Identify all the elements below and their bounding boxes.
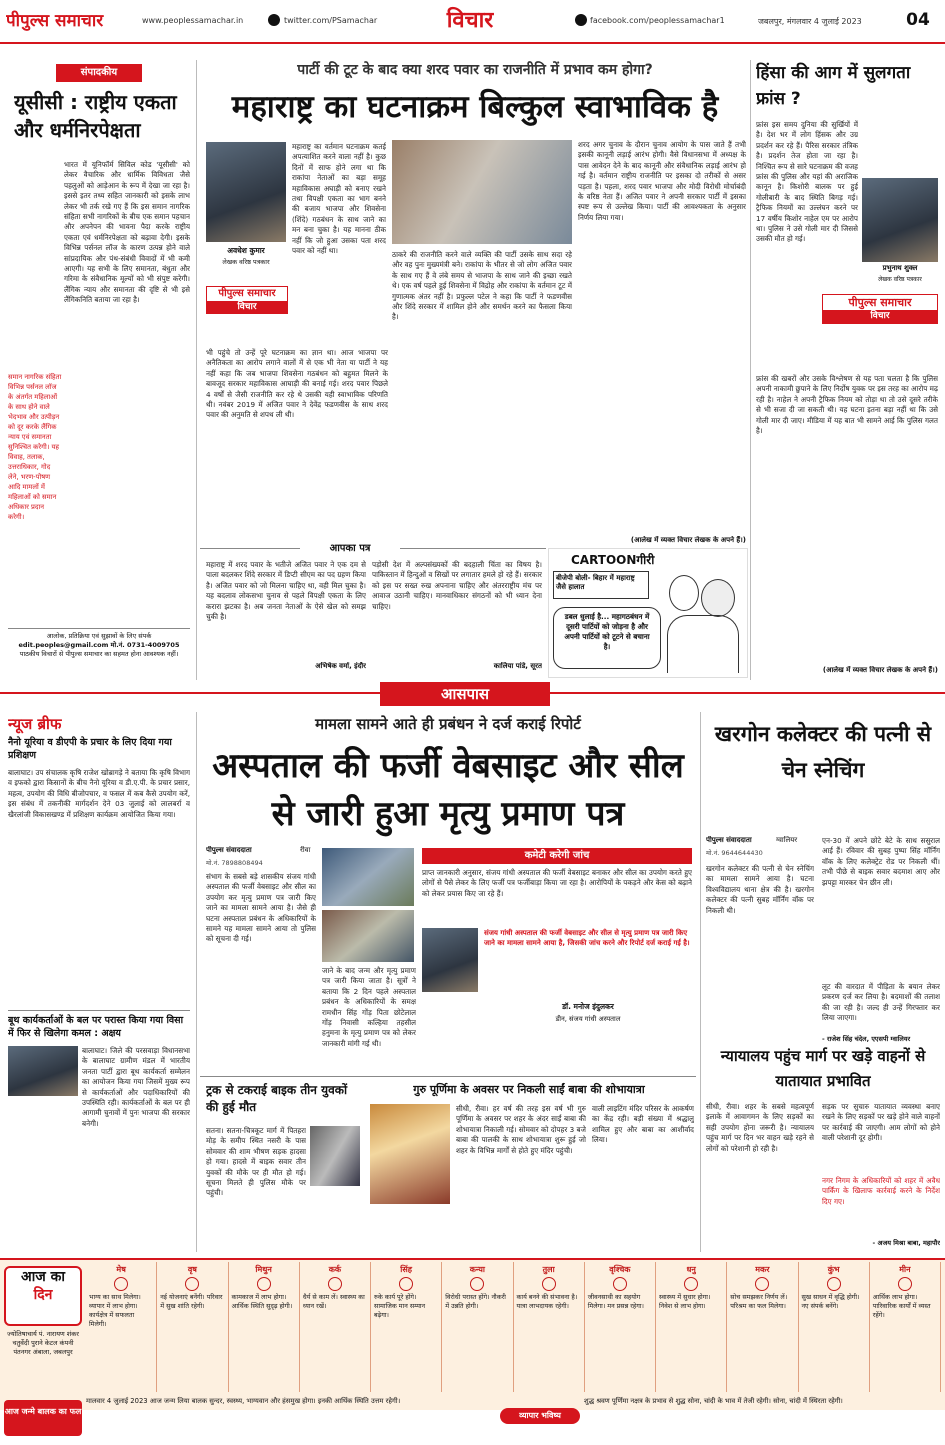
zodiac-item <box>656 1262 727 1392</box>
zodiac-item <box>442 1262 513 1392</box>
khargone-title: खरगोन कलेक्टर की पत्नी से चेन स्नेचिंग <box>714 722 932 782</box>
lead-sign: (आलेख में व्यक्त विचार लेखक के अपने हैं।) <box>630 536 746 544</box>
author-photo-avadhesh <box>206 142 286 242</box>
road-body-2: सड़क पर सुचारु यातायात व्यवस्था बनाए रखने के लिए सड़कों पर खड़े होने वाले वाहनों पर कार्रवाई की जाएगी। आम लोगों को होने वाली परेशानी दूर होगी। <box>822 1102 940 1143</box>
lead-col-4: शरद अगर चुनाव के दौरान चुनाव आयोग के पास जाते हैं तभी इसकी कानूनी लड़ाई आरंभ होगी। वैसे विधानसभा में अध्यक्ष के पास आवेदन देने के बाद कानूनी और संवैधानिक लड़ाई आरंभ हो गई है। वर्तमान राष्ट्रीय राजनीति पर इसका दो तरीकों से असर पड़ता है। पहला, शरद पवार भाजपा और मोदी विरोधी मोर्चाबंदी के वरिष्ठ नेता हैं। अजित पवार ने अपनी सरकार पार्टी में इसका स्पष्ट रूप से उल्लेख किया। पार्टी की आवश्यकता के अनुसार निर्णय लिया गया। <box>578 140 746 222</box>
zodiac-symbol-icon <box>328 1277 342 1291</box>
zodiac-symbol-icon <box>898 1277 912 1291</box>
lead-photo <box>392 140 572 244</box>
editorial-body: भारत में यूनिफॉर्म सिविल कोड 'यूसीसी' को लेकर वैचारिक और धार्मिक विविधता जैसे पहलुओं को आड़ेआन के रूप में देखा जा रहा है। इससे इतर तथ्य सहित जानकारी को इसके लाभ लेकर भी तर्क रखे गए हैं कि इस समान नागरिक संहिता सभी नागरिकों के बीच एक समान पहचान और अपनेपन की भावना पैदा करके राष्ट्रीय एकता एवं धर्मनिरपेक्षता को बढ़ावा देगी। इसके विभिन्न पर्सनल लॉज के कारण उत्पन्न होने वाले सांप्रदायिक और पंथ-संबंधी विवादों में भी कमी आएगी। यह सभी के लिए समानता, बंधुता और गरिमा के संवैधानिक मूल्यों को भी संपुष्ट करेगी। लैंगिक न्याय और समानता की दृष्टि से भी इसे लैंगिकनिति बताया जा रहा है। <box>64 160 190 305</box>
zodiac-name: तुला <box>542 1265 555 1274</box>
brief-2-photo <box>8 1046 78 1096</box>
france-title: हिंसा की आग में सुलगता फ्रांस ? <box>756 63 911 109</box>
truck-body: सतना। सतना-चित्रकूट मार्ग में पितहरा मोड़ के समीप स्थित नसरी के पास सोमवार की शाम भीषण सड़क हादसा हो गया। हादसे में बाइक सवार तीन युवकों की मौके पर ही मौत हो गई। सूचना मिलते ही पुलिस मौके पर पहुंची। <box>206 1126 306 1198</box>
zodiac-symbol-icon <box>613 1277 627 1291</box>
zodiac-text: कामकाज में लाभ होगा। आर्थिक स्थिति सुदृढ़ होगी। <box>231 1293 293 1310</box>
zodiac-symbol-icon <box>399 1277 413 1291</box>
lead-col-1: महाराष्ट्र का वर्तमान घटनाक्रम कतई अपत्याशित करने वाला नहीं है। कुछ दिनों में साफ होने लगा था कि राकांपा नेताओं का बड़ा समूह महाविकास अघाड़ी को बनाए रखने तथा विपक्षी एकता का भाग बनने की बजाय भाजपा और शिवसेना (शिंदे) गठबंधन के साथ जाने का मन बना चुका है। यह मानना ठीक नहीं कि जो हुआ उसका पता शरद पवार को नहीं था। <box>292 142 386 256</box>
zodiac-symbol-icon <box>542 1277 556 1291</box>
zodiac-item <box>229 1262 300 1392</box>
zodiac-name: कन्या <box>469 1265 485 1274</box>
zodiac-name: सिंह <box>400 1265 412 1274</box>
zodiac-item <box>799 1262 870 1392</box>
truck-title: ट्रक से टकराई बाइक तीन युवकों की हुई मौत <box>206 1083 348 1114</box>
france-body: फ्रांस इस समय दुनिया की सुर्खियों में है। देश भर में लोग हिंसक और उग्र प्रदर्शन कर रहे हैं। पैरिस सरकार तंत्रिक है। प्रदर्शन तेज होता जा रहा है। निश्चित रूप से सारे घटनाक्रम की वजह फ्रांस की पुलिस और यहां की अराजिक कानून है। किशोरी बालक पर हुई गोलीबारी के बाद स्थिति बिगड़ गई। ट्रैफिक नियमों का उल्लंघन करने पर 17 वर्षीय किशोर नाहेल एम पर आरोप था। पुलिस ने उसे गोली मार दी जिससे उसकी मौत हो गई। <box>756 120 858 244</box>
editorial-tag: संपादकीय <box>56 64 142 82</box>
letters-author-1: अभिषेक वर्मा, इंदौर <box>315 662 366 670</box>
hospital-col-1: संभाग के सबसे बड़े शासकीय संजय गांधी अस्पताल की फर्जी वेबसाइट और सील का उपयोग कर मृत्यु प्रमाण पत्र जारी किए जाने का मामला सामने आया है। जैसे ही घटना अस्पताल प्रबंधन के अधिकारियों के सामने यह मामला सामने आया तो पुलिस को सूचना दी गई। <box>206 872 316 944</box>
editorial-sidebar: समान नागरिक संहिता विभिन्न पर्सनल लॉज के अंतर्गत महिलाओं के साथ होने वाले भेदभाव और उत्पीड़न को दूर करके लैंगिक न्याय एवं समानता सुनिश्चित करेगी। यह विवाह, तलाक, उत्तराधिकार, गोद लेने, भरण-पोषण आदि मामलों में महिलाओं को समान अधिकार प्रदान करेगी। <box>8 373 62 521</box>
zodiac-name: मेष <box>116 1265 126 1274</box>
khargone-brief-sign: - राजेश सिंह चंदेल, एएसपी ग्वालियर <box>822 1035 911 1043</box>
hospital-photo-2 <box>322 910 414 962</box>
saibaba-title: गुरु पूर्णिमा के अवसर पर निकली साईं बाबा की शोभायात्रा <box>413 1083 645 1096</box>
business-tag: व्यापार भविष्य <box>500 1408 580 1424</box>
hospital-kicker: मामला सामने आते ही प्रबंधन ने दर्ज कराई रिपोर्ट <box>315 715 581 733</box>
news-brief-title: न्यूज ब्रीफ <box>8 715 62 733</box>
zodiac-text: सुख साधन में वृद्धि होगी। नए संपर्क बनेंगे। <box>801 1293 860 1310</box>
hospital-quote: संजय गांधी अस्पताल की फर्जी वेबसाइट और सील से मृत्यु प्रमाण पत्र जारी किए जाने का मामला सामने आया है, जिसकी जांच करने और रिपोर्ट दर्ज कराई गई है। <box>484 929 690 947</box>
editorial-email[interactable]: edit.peoples@gmail.com मो.नं. 0731-4009705 <box>18 641 180 649</box>
khargone-place: ग्वालियर <box>776 836 798 844</box>
lead-author: अवधेश कुमार <box>227 246 265 255</box>
cartoon-bodies <box>667 615 739 673</box>
france-body-2: फ्रांस की खबरों और उसके विश्लेषण से यह पता चलता है कि पुलिस अपनी नाकामी छुपाने के लिए निर्दोष युवक पर इस तरह का आरोप मढ़ रही है। नाहेल ने अपनी ट्रैफिक नियम को तोड़ा था तो उसे दूसरे तरीके से भी सजा दी जा सकती थी। यह घटना इतना बड़ा नहीं था कि उसे गोली मार दी जाए। मीडिया में यह बात भी सामने आई कि पुलिस गलत है। <box>756 374 938 436</box>
horoscope-bottom-text: मालवार 4 जुलाई 2023 आज जन्म लिया बालक सुन्दर, स्वस्थ्य, भाग्यवान और हंसमुख होगा। इनकी आर्थिक स्थिति उत्तम रहेगी। <box>86 1397 401 1405</box>
zodiac-text: सोच समझकर निर्णय लें। परिश्रम का फल मिलेगा। <box>730 1293 788 1310</box>
zodiac-symbol-icon <box>827 1277 841 1291</box>
khargone-brief: लूट की वारदात में पीड़िता के बयान लेकर प्रकरण दर्ज कर लिया है। बदमाशों की तलाश की जा रही है। जल्द ही उन्हें गिरफ्तार कर लिया जाएगा। <box>822 982 940 1023</box>
dateline: जबलपुर, मंगलवार 4 जुलाई 2023 <box>758 17 862 26</box>
zodiac-item <box>157 1262 228 1392</box>
letters-title: आपका पत्र <box>300 540 400 556</box>
letters-col-2: पड़ोसी देश में अल्पसंख्यकों की बदहाली चिंता का विषय है। पाकिस्तान में हिन्दुओं व सिखों पर लगातार हमले हो रहे हैं। सरकार को इस पर सख्त रुख अपनाना चाहिए और अंतरराष्ट्रीय मंच पर आवाज उठानी चाहिए। मानवाधिकार संगठनों को भी ध्यान देना चाहिए। <box>372 560 542 611</box>
hospital-col-2: जाने के बाद जन्म और मृत्यु प्रमाण पत्र जारी किया जाता है। सूत्रों ने बताया कि 2 दिन पहले अस्पताल प्रबंधन के अधिकारियों के समक्ष रामधीन सिंह गोंड़ पिता छोटेलाल गोंड़ निवासी कल्हिया तहसील हनुमना के मृत्यु प्रमाण पत्र को लेकर जानकारी मांगी गई थी। <box>322 966 416 1048</box>
lead-col-2: भी पहुंचे तो उन्हें पूरे घटनाक्रम का ज्ञान था। आज भाजपा पर अनैतिकता का आरोप लगाने वालों में से एक भी नेता या पार्टी ने यह नहीं कहा कि जब भाजपा शिवसेना गठबंधन को बहुमत मिलने के बावजूद सरकार महाविकास आघाड़ी की बनाई गई। शरद पवार पिछले 4 वर्षों से जैसी राजनीति कर रहे थे उसकी यही स्वाभाविक परिणति थी। नवंबर 2019 में अजित पवार ने देवेंद्र फडणवीस के साथ शरद पवार की अनुमति से शपथ ली थी। <box>206 348 388 420</box>
hospital-byline-mob: मो.नं. 7898808494 <box>206 859 263 867</box>
zodiac-text: स्वास्थ्य में सुधार होगा। निवेश से लाभ होगा। <box>659 1293 711 1310</box>
zodiac-symbol-icon <box>684 1277 698 1291</box>
hospital-quote-name: डॉ. मनोज इंदुलकर <box>562 1002 614 1011</box>
editorial-credit: आलोक, प्रतिक्रिया एवं सुझावों के लिए संपर्क <box>46 632 152 640</box>
khargone-body-2: एन-30 में अपने छोटे बेटे के साथ ससुराल आई हैं। रविवार की सुबह पुष्पा सिंह मॉर्निंग वॉक के लिए कलेक्ट्रेट रोड पर निकली थीं। तभी पीछे से बाइक सवार बदमाश आए और झपट्टा मारकर चेन छीन ली। <box>822 836 940 887</box>
zodiac-text: रुके कार्य पूरे होंगे। सामाजिक मान सम्मान बढ़ेगा। <box>374 1293 426 1319</box>
saibaba-body: सीधी, रीवा। हर वर्ष की तरह इस वर्ष भी गुरु पूर्णिमा के अवसर पर शहर के अंदर साईं बाबा की शोभायात्रा निकाली गई। सोमवार को दोपहर 3 बजे बाबा की पालकी के साथ शोभायात्रा शुरू हुई जो शहर के विभिन्न मार्गों से होते हुए मंदिर पहुंची। <box>456 1104 586 1155</box>
lead-headline: महाराष्ट्र का घटनाक्रम बिल्कुल स्वाभाविक है <box>231 89 719 125</box>
road-note: नगर निगम के अधिकारियों को शहर में अवैध पार्किंग के खिलाफ कार्रवाई करने के निर्देश दिए गए। <box>822 1176 940 1206</box>
zodiac-item <box>371 1262 442 1392</box>
cartoon-caption: बीजेपी बोली- बिहार में महाराष्ट्र जैसे हालात <box>553 571 649 599</box>
website-link[interactable]: www.peoplessamachar.in <box>142 16 244 25</box>
section-title: विचार <box>446 8 494 33</box>
letters-col-1: महाराष्ट्र में शरद पवार के भतीजे अजित पवार ने एक दम से पाला बदलकर शिंदे सरकार में डिप्टी सीएम का पद ग्रहण किया है। अजित पवार को जो मिलना चाहिए था, वही मिल चुका है। यह बदलाव लोकसभा चुनाव से पहले विपक्षी एकता के लिए करारा झटका है। अब जनता नेताओं के ऐसे खेल को समझ चुकी है। <box>206 560 366 622</box>
lead-brand-tag: विचार <box>207 301 287 314</box>
saibaba-photo <box>370 1104 450 1204</box>
zodiac-name: कर्क <box>328 1265 342 1274</box>
hospital-photo-1 <box>322 848 414 906</box>
zodiac-text: आर्थिक लाभ होगा। पारिवारिक कार्यों में व्यस्त रहेंगे। <box>872 1293 931 1319</box>
lead-brand: पीपुल्स समाचार <box>218 288 276 299</box>
zodiac-text: जीवनसाथी का सहयोग मिलेगा। मन प्रसन्न रहेगा। <box>587 1293 644 1310</box>
hospital-col-3: प्राप्त जानकारी अनुसार, संजय गांधी अस्पताल की फर्जी वेबसाइट बनाकर और सील का उपयोग करते हुए लोगों से पैसे लेकर के लिए फर्जी पत्र फर्जीबाड़ा किया जा रहा है। आरोपियों के पकड़ने और केस को बढ़ाने को लेकर प्रयास किए जा रहे हैं। <box>422 868 692 898</box>
zodiac-name: धनु <box>686 1265 696 1274</box>
lead-kicker: पार्टी की टूट के बाद क्या शरद पवार का राजनीति में प्रभाव कम होगा? <box>297 62 653 78</box>
france-sign: (आलेख में व्यक्त विचार लेखक के अपने हैं।) <box>822 666 938 674</box>
horoscope-title-bot: दिन <box>33 1287 53 1303</box>
france-brand: पीपुल्स समाचार <box>848 296 912 309</box>
facebook-link[interactable]: facebook.com/peoplessamachar1 <box>590 16 725 25</box>
zodiac-name: मकर <box>755 1265 770 1274</box>
zodiac-text: विरोधी परास्त होंगे। नौकरी में उन्नति होगी। <box>445 1293 506 1310</box>
zodiac-name: वृश्चिक <box>609 1265 631 1274</box>
zodiac-item <box>585 1262 656 1392</box>
page-number: 04 <box>906 10 930 30</box>
zodiac-text: नई योजनाएं बनेंगी। परिवार में सुख शांति रहेगी। <box>160 1293 223 1310</box>
zodiac-item <box>514 1262 585 1392</box>
hospital-byline: पीपुल्स संवाददाता <box>206 846 252 854</box>
horoscope-badge <box>4 1266 82 1326</box>
author-photo-prabhunath <box>862 178 938 262</box>
zodiac-item <box>727 1262 798 1392</box>
hospital-byline-place: रीवा <box>300 846 311 854</box>
zodiac-symbol-icon <box>257 1277 271 1291</box>
zodiac-name: कुंभ <box>827 1265 840 1274</box>
zodiac-text: कार्य बनने की संभावना है। यात्रा लाभदायक रहेगी। <box>516 1293 578 1310</box>
france-brand-tag: विचार <box>823 310 937 323</box>
horoscope-bottom-left: आज जन्मे बालक का फल <box>4 1400 82 1436</box>
twitter-link[interactable]: twitter.com/PSamachar <box>284 16 378 25</box>
zodiac-text: भाग्य का साथ मिलेगा। व्यापार में लाभ होगा। कार्यक्षेत्र में सफलता मिलेगी। <box>89 1293 141 1328</box>
khargone-byline: पीपुल्स संवाददाता <box>706 836 752 844</box>
zodiac-symbol-icon <box>755 1277 769 1291</box>
business-text: शुद्ध श्रवण पूर्णिमा नक्षत्र के प्रभाव से शुद्ध सोना, चांदी के भाव में तेजी रहेगी। सोना, चांदी में स्थिरता रहेगी। <box>584 1397 843 1405</box>
khargone-mob: मो.नं. 9644644430 <box>706 849 763 857</box>
editorial-title: यूसीसी : राष्ट्रीय एकता और धर्मनिरपेक्षता <box>14 90 177 142</box>
zodiac-item <box>870 1262 941 1392</box>
horoscope-astro: ज्योतिषाचार्य पं. नारायण शंकर चतुर्वेदी पुराने केटल कंपनी पंतनगर अंबाला, जबलपुर <box>7 1330 79 1356</box>
hospital-committee: कमेटी करेगी जांच <box>422 848 692 864</box>
zodiac-row <box>86 1262 941 1392</box>
dean-photo <box>422 928 478 992</box>
zodiac-name: मिथुन <box>255 1265 272 1274</box>
cartoon-bubble: डबल धुलाई है... महागठबंधन में दूसरी पार्टियों को जोड़ना है और अपनी पार्टियों को टूटने से बचाना है। <box>553 607 661 669</box>
lead-brand-box <box>206 286 288 314</box>
lead-col-3: ठाकरे की राजनीति करने वाले व्यक्ति की पार्टी उसके साथ सदा रहे और वह पुनः मुख्यमंत्री बने। राकांपा के भीतर से जो लोग अजित पवार के साथ गए हैं वे लंबे समय से भाजपा के साथ जाने की इच्छा रखते थे। एक वर्ष पहले हुई शिवसेना में विद्रोह और राकांपा के वर्तमान टूट में गुणात्मक अंतर नहीं है। प्रफुल्ल पटेल ने कहा कि पार्टी ने फडणवीस और शिंदे सरकार में शामिल होने और समर्थन करने का फैसला किया है। <box>392 250 572 322</box>
cartoon-panel <box>548 548 748 678</box>
local-band: आसपास <box>380 682 550 706</box>
khargone-body: खरगोन कलेक्टर की पत्नी से चेन स्नेचिंग का मामला सामने आया है। घटना विश्वविद्यालय थाना क्षेत्र की है। खरगोन कलेक्टर की पत्नी सुबह मॉर्निंग वॉक पर निकली थी। <box>706 864 814 915</box>
brief-1-title: नैनो यूरिया व डीएपी के प्रचार के लिए दिया गया प्रशिक्षण <box>8 737 172 761</box>
road-body: सीधी, रीवा। शहर के सबसे महत्वपूर्ण इलाके में आवागमन के लिए सड़कों का सही उपयोग होना जरूरी है। न्यायालय पहुंच मार्ग पर दिन भर वाहन खड़े रहने से लोगों को परेशानी हो रही है। <box>706 1102 814 1153</box>
facebook-icon <box>575 14 587 26</box>
zodiac-name: मीन <box>899 1265 911 1274</box>
editorial-note: पाठकीय विचारों से पीपुल्स समाचार का सहमत होना आवश्यक नहीं। <box>19 650 179 658</box>
logo[interactable]: पीपुल्स समाचार <box>6 11 104 31</box>
brief-2-title: बूथ कार्यकर्ताओं के बल पर परास्त किया गया विसा में फिर से खिलेगा कमल : अक्षय <box>8 1015 184 1039</box>
road-title: न्यायालय पहुंच मार्ग पर खड़े वाहनों से यातायात प्रभावित <box>720 1047 926 1090</box>
horoscope-title-top: आज का <box>21 1269 65 1285</box>
masthead <box>0 0 945 44</box>
france-author-role: लेखक वरिष्ठ पत्रकार <box>878 276 922 283</box>
brief-2-body: बालाघाट। जिले की परसवाड़ा विधानसभा के बालाघाट ग्रामीण मंडल में भारतीय जनता पार्टी द्वारा बूथ कार्यकर्ता सम्मेलन का आयोजन किया गया जिसमें मुख्य रूप से कार्यकर्ताओं और पदाधिकारियों की उपस्थिति रही। कार्यकर्ताओं के बल पर ही आगामी चुनावों में पुनः भाजपा की सरकार बनेगी। <box>82 1046 190 1128</box>
cartoon-title: CARTOONगीरी <box>571 553 655 567</box>
zodiac-symbol-icon <box>114 1277 128 1291</box>
saibaba-body-2: वाली लाइटिंग मंदिर परिसर के आकर्षण का केंद्र रही। बड़ी संख्या में श्रद्धालु शामिल हुए और बाबा का आशीर्वाद लिया। <box>592 1104 694 1145</box>
twitter-icon <box>268 14 280 26</box>
brief-1-body: बालाघाट। उप संचालक कृषि राजेश खोब्रागड़े ने बताया कि कृषि विभाग व इफको द्वारा किसानों के बीच नैनो यूरिया व डी.ए.पी. के प्रचार प्रसार, महत्व, उपयोग की विधि बीजोपचार, व फसल में कब कैसे उपयोग करें, इस संबंध में तकनीकी मार्गदर्शन देने 03 जुलाई को लालबर्रा व खैरलांजी विकासखण्ड में प्रशिक्षण कार्यक्रम आयोजित किया गया। <box>8 768 190 819</box>
zodiac-symbol-icon <box>185 1277 199 1291</box>
zodiac-symbol-icon <box>470 1277 484 1291</box>
france-author: प्रभुनाथ शुक्ल <box>882 264 918 272</box>
zodiac-text: धैर्य से काम लें। स्वास्थ्य का ध्यान रखें। <box>302 1293 365 1310</box>
cartoon-figure-2 <box>701 579 735 617</box>
zodiac-name: वृष <box>187 1265 197 1274</box>
zodiac-item <box>300 1262 371 1392</box>
letters-author-2: कालिया पांडे, सूरत <box>493 662 542 670</box>
truck-photo <box>310 1126 360 1186</box>
hospital-headline: अस्पताल की फर्जी वेबसाइट और सील से जारी हुआ मृत्यु प्रमाण पत्र <box>212 746 684 834</box>
zodiac-item <box>86 1262 157 1392</box>
cartoon-figure-1 <box>669 575 699 611</box>
lead-author-role: लेखक वरिष्ठ पत्रकार <box>222 258 270 266</box>
hospital-quote-role: डीन, संजय गांधी अस्पताल <box>555 1015 621 1023</box>
road-sign: - अजय मिश्रा बाबा, महापौर <box>872 1239 940 1247</box>
